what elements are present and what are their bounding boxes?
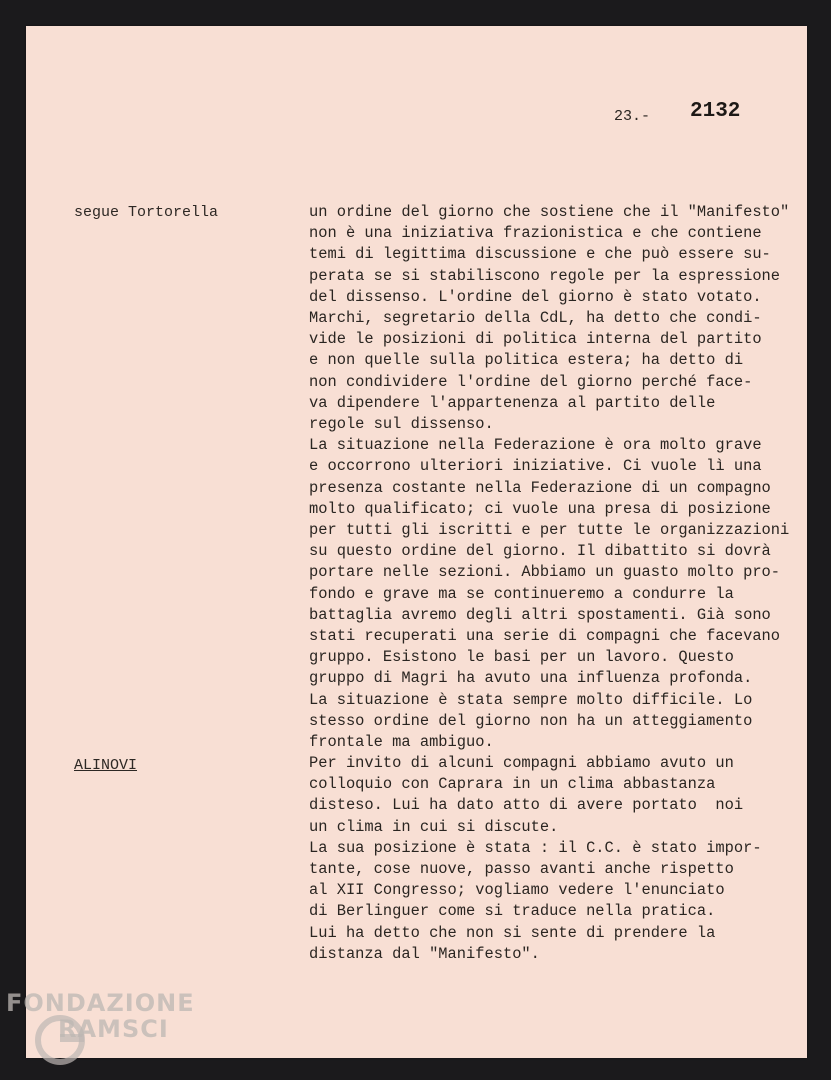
page-number-small: 23.- (614, 108, 651, 125)
text-line: disteso. Lui ha dato atto di avere portato noi (309, 796, 744, 815)
page-number-large: 2132 (690, 100, 741, 123)
text-line: Lui ha detto che non si sente di prendere la (309, 923, 716, 942)
watermark-fondazione-gramsci (6, 990, 195, 1042)
text-line: stati recuperati una serie di compagni che facevano (309, 627, 781, 646)
text-line: va dipendere l'appartenenza al partito delle (309, 393, 716, 412)
paragraph-alinovi (309, 753, 809, 965)
text-line: portare nelle sezioni. Abbiamo un guasto molto pro- (309, 563, 781, 582)
text-line: battaglia avremo degli altri spostamenti. Già sono (309, 605, 771, 624)
text-line: frontale ma ambiguo. (309, 733, 494, 752)
text-line: La situazione nella Federazione è ora molto grave (309, 436, 762, 455)
text-line: colloquio con Caprara in un clima abbastanza (309, 775, 716, 794)
paragraph-tortorella (309, 202, 809, 753)
text-line: regole sul dissenso. (309, 415, 494, 434)
text-line: Per invito di alcuni compagni abbiamo avuto un (309, 754, 734, 772)
speaker-tortorella: segue Tortorella (74, 204, 219, 221)
text-line: La situazione è stata sempre molto difficile. Lo (309, 690, 753, 709)
text-line: un ordine del giorno che sostiene che il "Manifesto" (309, 203, 790, 221)
text-line: fondo e grave ma se continueremo a condurre la (309, 584, 734, 603)
text-line: molto qualificato; ci vuole una presa di posizione (309, 499, 771, 518)
text-line: vide le posizioni di politica interna del partito (309, 330, 762, 349)
text-line: tante, cose nuove, passo avanti anche rispetto (309, 860, 734, 879)
text-line: stesso ordine del giorno non ha un atteggiamento (309, 711, 753, 730)
watermark-line1: FONDAZIONE (6, 989, 195, 1017)
speaker-alinovi: ALINOVI (74, 757, 138, 774)
text-line: Marchi, segretario della CdL, ha detto che condi- (309, 309, 762, 328)
text-line: gruppo di Magri ha avuto una influenza profonda. (309, 669, 753, 688)
text-line: La sua posizione è stata : il C.C. è stato impor- (309, 838, 762, 857)
text-line: e occorrono ulteriori iniziative. Ci vuole lì una (309, 457, 762, 476)
text-line: perata se si stabiliscono regole per la espressione (309, 266, 781, 285)
text-line: distanza dal "Manifesto". (309, 944, 540, 963)
watermark-line2: RAMSCI (58, 1015, 169, 1043)
text-line: non condividere l'ordine del giorno perché face- (309, 372, 753, 391)
text-line: al XII Congresso; vogliamo vedere l'enunciato (309, 881, 725, 900)
text-line: per tutti gli iscritti e per tutte le organizzazioni (309, 521, 790, 540)
text-line: gruppo. Esistono le basi per un lavoro. Questo (309, 648, 734, 667)
text-line: su questo ordine del giorno. Il dibattito si dovrà (309, 542, 771, 561)
text-line: del dissenso. L'ordine del giorno è stato votato. (309, 287, 762, 306)
text-line: di Berlinguer come si traduce nella pratica. (309, 902, 716, 921)
text-line: un clima in cui si discute. (309, 817, 559, 836)
text-line: e non quelle sulla politica estera; ha detto di (309, 351, 744, 370)
text-line: presenza costante nella Federazione di un compagno (309, 478, 771, 497)
text-line: temi di legittima discussione e che può essere su- (309, 245, 771, 264)
text-line: non è una iniziativa frazionistica e che contiene (309, 224, 762, 243)
